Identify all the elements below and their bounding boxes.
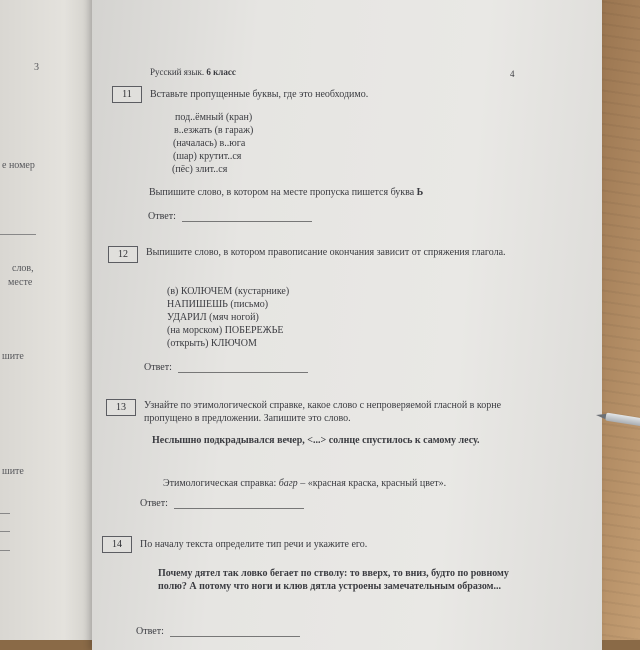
task-number-box: 14: [102, 536, 132, 553]
answer-label: Ответ:: [136, 626, 164, 637]
page-fragment: слов,: [12, 263, 34, 274]
page-fragment: шите: [2, 466, 24, 477]
page-fragment: месте: [8, 277, 33, 288]
exam-sheet: [92, 0, 602, 650]
etymology-meaning: – «красная краска, красный цвет».: [300, 478, 447, 489]
fragment-line: [0, 531, 10, 532]
page-number: 4: [510, 69, 515, 79]
subject-label: Русский язык.: [150, 67, 205, 77]
answer-line[interactable]: [170, 636, 300, 637]
answer-label: Ответ:: [140, 498, 168, 509]
task-instruction: Выпишите слово, в котором правописание окончания зависит от спряжения глагола.: [146, 247, 506, 258]
answer-label: Ответ:: [148, 211, 176, 222]
fragment-line: [0, 234, 36, 235]
task-number-box: 13: [106, 399, 136, 416]
word-item: НАПИШЕШЬ (письмо): [167, 299, 269, 310]
page-fragment: е номер: [2, 160, 35, 171]
page-header: [150, 66, 236, 79]
passage-text: Почему дятел так ловко бегает по стволу: то вверх, то вниз, будто по ровному полю? А потому что ноги и клюв дятла устроены замечательным образом...: [158, 568, 509, 592]
task-note: [149, 186, 423, 199]
task-instruction: Узнайте по этимологической справке, какое слово с непроверяемой гласной в корне пропущено в предложении. Запишите это слово.: [144, 400, 502, 424]
task-instruction: По началу текста определите тип речи и укажите его.: [140, 539, 368, 550]
task-instruction: Вставьте пропущенные буквы, где это необходимо.: [150, 89, 369, 100]
word-item: в..езжать (в гараж): [174, 125, 254, 136]
grade-label: 6 класс: [206, 67, 236, 77]
task-note-text: Выпишите слово, в котором на месте пропуска пишется буква: [149, 187, 415, 198]
answer-line[interactable]: [174, 508, 304, 509]
word-item: (шар) крутит..ся: [173, 151, 242, 162]
task-number-box: 11: [112, 86, 142, 103]
previous-page: [0, 0, 92, 640]
task-number-box: 12: [108, 246, 138, 263]
answer-line[interactable]: [182, 221, 312, 222]
etymology-label: Этимологическая справка:: [163, 478, 277, 489]
word-item: (в) КОЛЮЧЕМ (кустарнике): [167, 286, 290, 297]
example-sentence: Неслышно подкрадывался вечер, <...> солнце спустилось к самому лесу.: [152, 435, 480, 446]
fragment-line: [0, 513, 10, 514]
word-item: под..ёмный (кран): [175, 112, 253, 123]
etymology-word: багр: [278, 478, 298, 489]
fragment-line: [0, 550, 10, 551]
word-item: УДАРИЛ (мяч ногой): [167, 312, 259, 323]
word-item: (открыть) КЛЮЧОМ: [167, 338, 257, 349]
page-fragment: шите: [2, 351, 24, 362]
word-item: (началась) в..юга: [173, 138, 246, 149]
task-note-letter: Ь: [416, 187, 424, 198]
previous-page-number: 3: [34, 62, 39, 73]
answer-line[interactable]: [178, 372, 308, 373]
etymology-note: [163, 477, 446, 490]
word-item: (на морском) ПОБЕРЕЖЬЕ: [167, 325, 284, 336]
answer-label: Ответ:: [144, 362, 172, 373]
word-item: (пёс) злит..ся: [172, 164, 228, 175]
